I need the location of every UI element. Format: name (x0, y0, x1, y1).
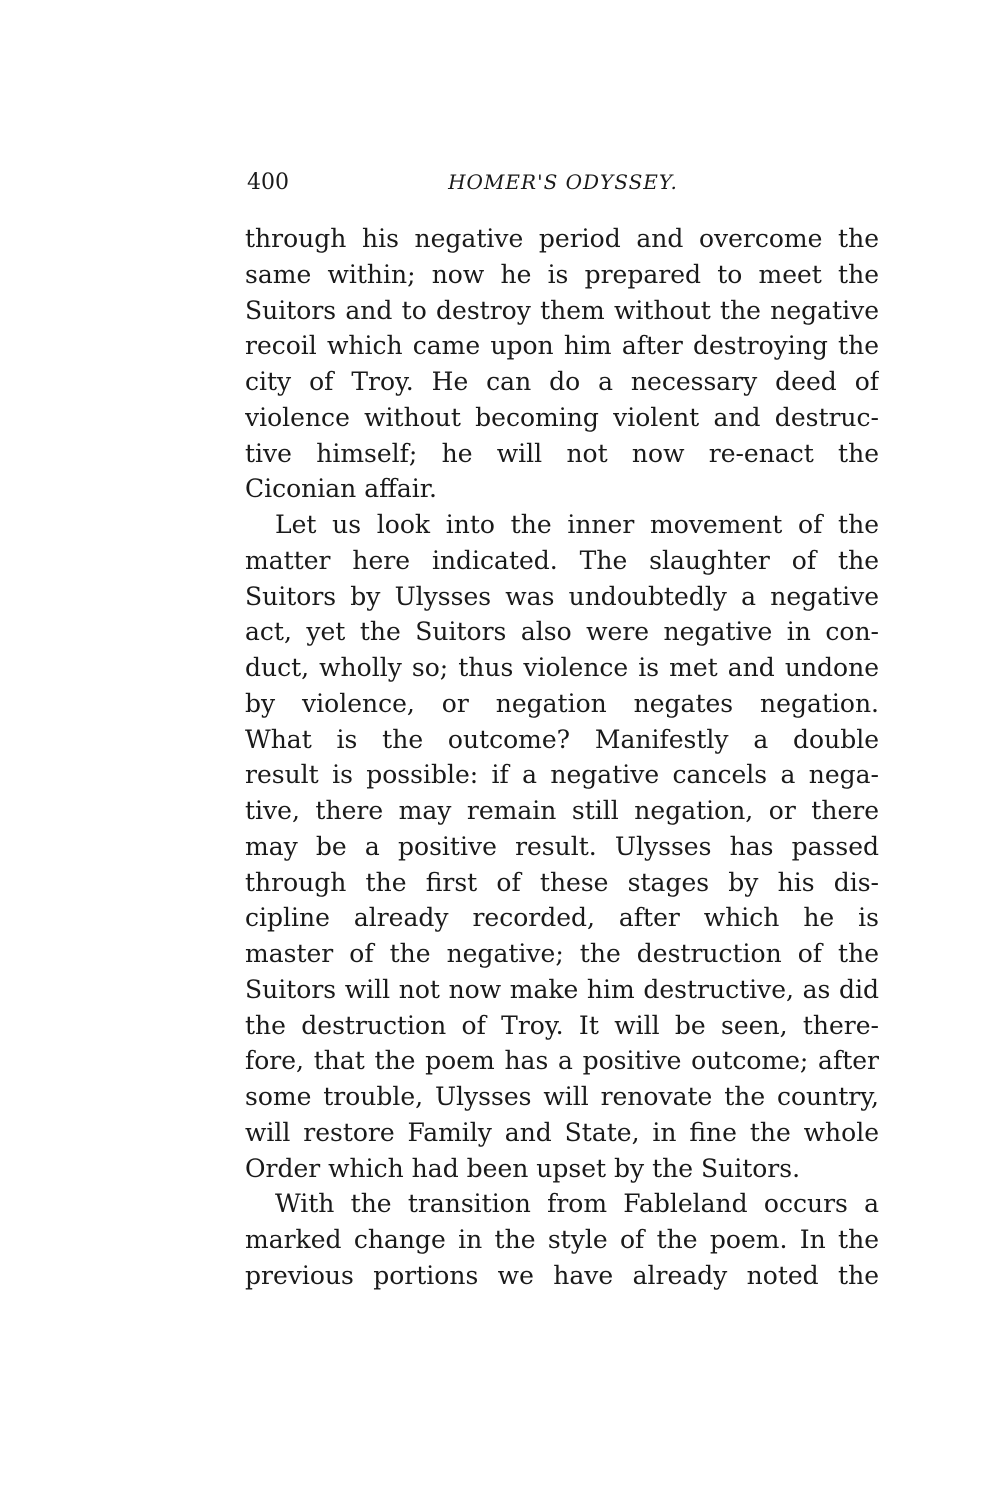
text-line: Suitors will not now make him destructive, as did (245, 974, 879, 1004)
text-line: cipline already recorded, after which he is (245, 903, 879, 933)
text-line: master of the negative; the destruction of the (245, 939, 879, 968)
text-line: Suitors by Ulysses was undoubtedly a negative (245, 581, 879, 611)
page-number: 400 (247, 170, 289, 195)
text-line: through his negative period and overcome the (245, 224, 879, 253)
text-line: result is possible: if a negative cancels a nega- (245, 760, 879, 790)
text-line: What is the outcome? Manifestly a double (245, 724, 879, 754)
text-line: recoil which came upon him after destroying the (245, 331, 879, 361)
text-line: same within; now he is prepared to meet the (245, 259, 879, 289)
running-head (247, 170, 879, 200)
text-line: by violence, or negation negates negation. (245, 688, 879, 718)
text-line: Order which had been upset by the Suitors. (245, 1153, 801, 1183)
body-text (245, 221, 879, 1294)
text-line: Ciconian affair. (245, 474, 437, 504)
text-line: tive himself; he will not now re-enact the (245, 438, 879, 468)
text-line: fore, that the poem has a positive outcome; after (245, 1046, 879, 1076)
text-line: some trouble, Ulysses will renovate the country, (245, 1082, 879, 1111)
text-line: violence without becoming violent and destruc- (245, 402, 879, 432)
text-line: through the first of these stages by his dis- (245, 867, 879, 897)
text-line: tive, there may remain still negation, or there (245, 796, 879, 825)
text-line: With the transition from Fableland occurs a (275, 1189, 879, 1219)
text-line: the destruction of Troy. It will be seen, there- (245, 1010, 879, 1040)
text-line: previous portions we have already noted the (245, 1260, 879, 1290)
text-line: may be a positive result. Ulysses has passed (245, 831, 879, 861)
text-line: city of Troy. He can do a necessary deed of (245, 367, 879, 396)
text-line: act, yet the Suitors also were negative in con- (245, 617, 879, 647)
text-line: will restore Family and State, in fine the whole (245, 1117, 879, 1147)
text-line: Suitors and to destroy them without the negative (245, 295, 879, 325)
text-line: marked change in the style of the poem. In the (245, 1225, 879, 1254)
text-line: matter here indicated. The slaughter of the (245, 545, 879, 575)
text-line: Let us look into the inner movement of the (275, 510, 879, 539)
text-line: duct, wholly so; thus violence is met and undone (245, 653, 879, 682)
running-title: HOMER'S ODYSSEY. (448, 170, 678, 194)
